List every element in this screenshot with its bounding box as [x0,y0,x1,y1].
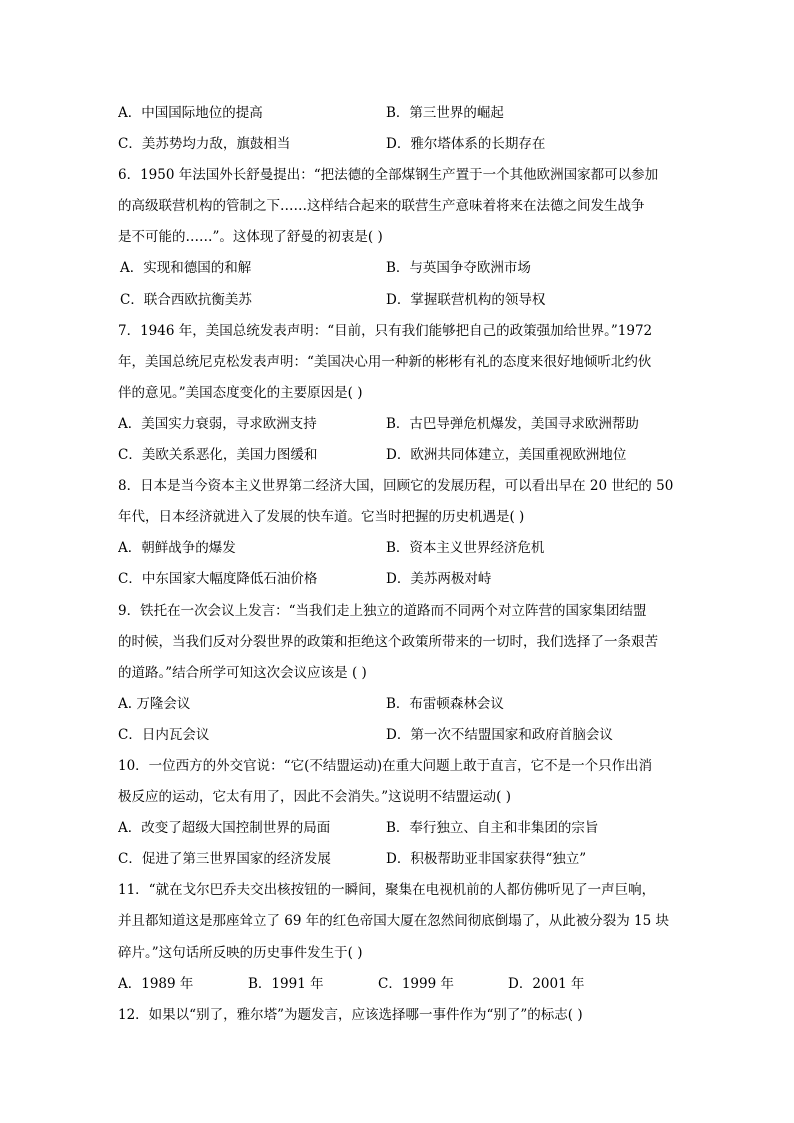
answer-option: B．奉行独立、自主和非集团的宗旨 [386,820,599,837]
question-text-line: 8．日本是当今资本主义世界第二经济大国，回顾它的发展历程，可以看出早在 20 世纪的 50 [118,478,674,495]
answer-option: B．布雷顿森林会议 [386,695,504,712]
question-text-line: 的高级联营机构的管制之下……这样结合起来的联营生产意味着将来在法德之间发生战争 [118,198,645,215]
question-text-line: 是不可能的……”。这体现了舒曼的初衷是( ) [118,229,383,246]
question [118,471,678,533]
answer-option: C．美苏势均力敌，旗鼓相当 [118,136,291,153]
question-text-line: 11．“就在戈尔巴乔夫交出核按钮的一瞬间，聚集在电视机前的人都仿佛听见了一声巨响， [118,882,656,899]
question [118,875,678,968]
question-text-line: 年代，日本经济就进入了发展的快车道。它当时把握的历史机遇是( ) [118,509,525,526]
question-text-line: 10．一位西方的外交官说：“它(不结盟运动)在重大问题上敢于直言，它不是一个只作出消 [118,757,653,774]
question [118,596,678,689]
answer-option: B．古巴导弹危机爆发，美国寻求欧洲帮助 [386,415,639,432]
question [118,160,678,253]
answer-option: D．积极帮助亚非国家获得“独立” [386,851,587,868]
options-row [118,969,678,1000]
answer-option: D．雅尔塔体系的长期存在 [386,136,546,153]
options-row [118,689,678,720]
options-row [118,720,678,751]
answer-option: D．掌握联营机构的领导权 [386,291,546,308]
answer-option: D．第一次不结盟国家和政府首脑会议 [386,726,613,743]
answer-option: A．实现和德国的和解 [120,260,252,277]
question-text-line: 并且都知道这是那座耸立了 69 年的红色帝国大厦在忽然间彻底倒塌了，从此被分裂为 15 块 [118,913,670,930]
options-row [118,533,678,564]
options-row [118,813,678,844]
answer-option: A．中国国际地位的提高 [118,105,263,121]
question-text-line: 9．铁托在一次会议上发言：“当我们走上独立的道路而不同两个对立阵营的国家集团结盟 [118,602,647,619]
question [118,751,678,813]
exam-page [118,98,678,1031]
answer-option: C．日内瓦会议 [118,726,210,743]
question [118,316,678,409]
options-row [118,409,678,440]
options-row [118,564,678,595]
answer-option: A．朝鲜战争的爆发 [118,540,236,557]
answer-option: A．改变了超级大国控制世界的局面 [118,820,331,837]
answer-option: B．资本主义世界经济危机 [386,540,545,557]
question-text-line: 碎片。”这句话所反映的历史事件发生于( ) [118,944,363,961]
answer-option: A．1989 年 [118,975,194,992]
options-row [118,440,678,471]
answer-option: C．促进了第三世界国家的经济发展 [118,851,331,868]
answer-option: D．美苏两极对峙 [386,571,492,588]
question-text-line: 12．如果以“别了，雅尔塔”为题发言，应该选择哪一事件作为“别了”的标志( ) [118,1006,583,1023]
answer-option: D．2001 年 [508,975,585,992]
options-row [118,844,678,875]
question-text-line: 年，美国总统尼克松发表声明：“美国决心用一种新的彬彬有礼的态度来很好地倾听北约伙 [118,353,652,370]
question-text-line: 的时候，当我们反对分裂世界的政策和拒绝这个政策所带来的一切时，我们选择了一条艰苦 [118,633,658,650]
question-text-line: 伴的意见。”美国态度变化的主要原因是( ) [118,384,363,401]
options-row [118,285,678,316]
answer-option: B．1991 年 [248,975,324,992]
answer-option: B．与英国争夺欧洲市场 [386,260,531,277]
answer-option: D．欧洲共同体建立，美国重视欧洲地位 [386,447,627,464]
options-row [118,98,678,129]
question-text-line: 7．1946 年，美国总统发表声明：“目前，只有我们能够把自己的政策强加给世界。”1972 [118,322,653,339]
answer-option: C．中东国家大幅度降低石油价格 [118,571,318,588]
answer-option: C．1999 年 [378,975,454,992]
answer-option: B．第三世界的崛起 [386,105,504,121]
options-row [118,253,678,284]
answer-option: A．美国实力衰弱，寻求欧洲支持 [118,415,317,432]
answer-option: C．美欧关系恶化，美国力图缓和 [118,447,318,464]
answer-option: A. 万隆会议 [118,695,191,712]
question-text-line: 6．1950 年法国外长舒曼提出：“把法德的全部煤钢生产置于一个其他欧洲国家都可以参加 [118,167,659,184]
question-text-line: 的道路。”结合所学可知这次会议应该是 ( ) [118,664,367,681]
options-row [118,129,678,160]
question [118,1000,678,1031]
question-text-line: 极反应的运动，它太有用了，因此不会消失。”这说明不结盟运动( ) [118,789,511,806]
answer-option: C．联合西欧抗衡美苏 [120,291,252,308]
